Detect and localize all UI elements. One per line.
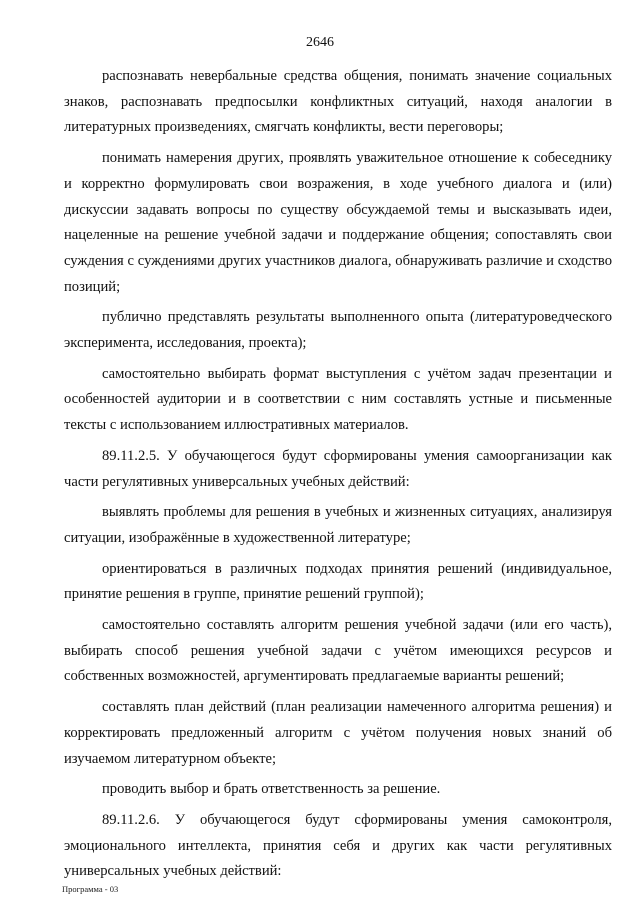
page-number: 2646 [306, 35, 334, 50]
paragraph: распознавать невербальные средства общения, понимать значение социальных знаков, распознавать предпосылки конфликтных ситуаций, находя аналогии в литературных произведениях, смягчать конфликты, вести переговоры; [64, 68, 612, 136]
paragraph: выявлять проблемы для решения в учебных и жизненных ситуациях, анализируя ситуации, изображённые в художественной литературе; [64, 504, 612, 546]
document-body [64, 64, 612, 890]
paragraph: ориентироваться в различных подходах принятия решений (индивидуальное, принятие решения в группе, принятие решений группой); [64, 560, 612, 603]
paragraph: 89.11.2.5. У обучающегося будут сформированы умения самоорганизации как части регулятивных универсальных учебных действий: [64, 447, 612, 490]
paragraph: понимать намерения других, проявлять уважительное отношение к собеседнику и корректно формулировать свои возражения, в ходе учебного диалога и (или) дискуссии задавать вопросы по существу обсуждаемой темы и высказывать идеи, нацеленные на решение учебной задачи и поддержание общения; сопоставлять свои суждения с суждениями других участников диалога, обнаруживать различие и сходство позиций; [64, 150, 612, 295]
paragraph: самостоятельно выбирать формат выступления с учётом задач презентации и особенностей аудитории и в соответствии с ним составлять устные и письменные тексты с использованием иллюстративных материалов. [64, 365, 612, 434]
paragraph: составлять план действий (план реализации намеченного алгоритма решения) и корректировать предложенный алгоритм с учётом получения новых знаний об изучаемом литературном объекте; [64, 699, 612, 767]
page-footer: Программа - 03 [62, 884, 119, 894]
paragraph: публично представлять результаты выполненного опыта (литературоведческого эксперимента, исследования, проекта); [64, 309, 612, 352]
paragraph: 89.11.2.6. У обучающегося будут сформированы умения самоконтроля, эмоционального интеллекта, принятия себя и других как части регулятивных универсальных учебных действий: [64, 811, 612, 880]
paragraph: самостоятельно составлять алгоритм решения учебной задачи (или его часть), выбирать способ решения учебной задачи с учётом имеющихся ресурсов и собственных возможностей, аргументировать предлагаемые варианты решений; [64, 617, 612, 685]
paragraph: проводить выбор и брать ответственность за решение. [102, 781, 441, 798]
